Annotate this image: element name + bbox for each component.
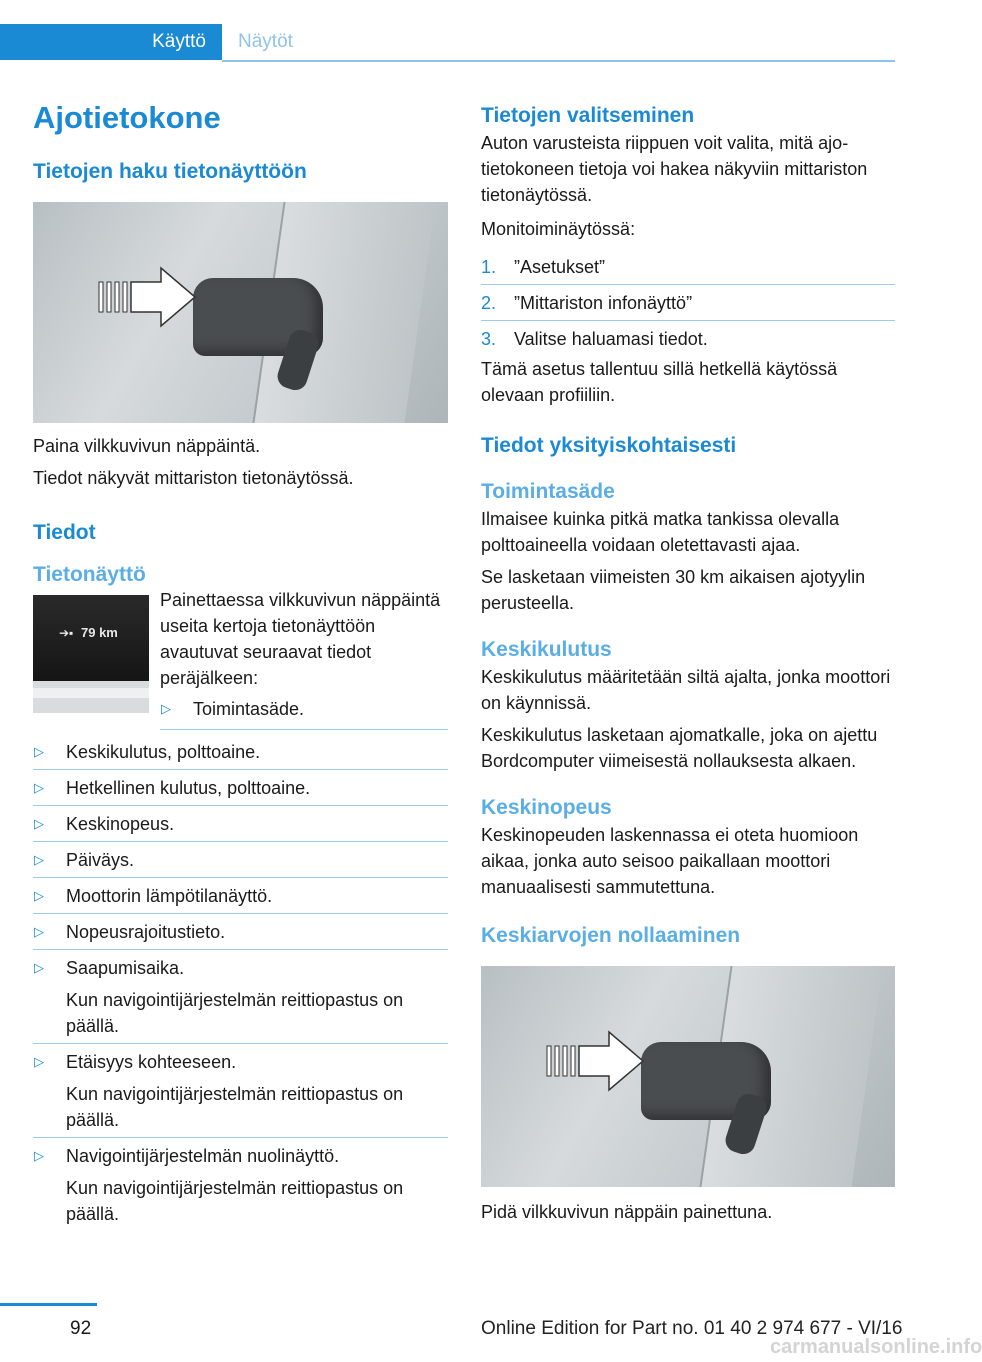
edition-note: Online Edition for Part no. 01 40 2 974 677 - VI/16 [481, 1318, 903, 1339]
list-item-text: ▷ Toimintasäde. [160, 696, 448, 722]
list-item: ▷ Hetkellinen kulutus, polttoaine. [33, 775, 448, 806]
page-title: Ajotietokone [33, 100, 221, 135]
subheading-avg-speed: Keskinopeus [481, 796, 612, 819]
step-item: 2. ”Mittariston infonäyttö” [481, 290, 895, 321]
list-item: ▷ Saapumisaika. Kun navigointijärjestelmän reittiopastus on päällä. [33, 955, 448, 1044]
subheading-reset: Keskiarvojen nollaaminen [481, 924, 741, 947]
list-item: ▷ Keskikulutus, polttoaine. [33, 739, 448, 770]
divider [160, 729, 448, 730]
list-item-note: Kun navigointijärjestelmän reittiopastus on päällä. [66, 1178, 404, 1224]
section-heading-select: Tietojen valitseminen [481, 104, 695, 127]
divider [33, 1137, 448, 1138]
info-display-block [33, 587, 448, 739]
tab-naytot[interactable]: Näytöt [238, 31, 293, 52]
list-item: ▷ Keskinopeus. [33, 811, 448, 842]
step-item: 1. ”Asetukset” [481, 254, 895, 285]
divider [33, 841, 448, 842]
tab-kaytto[interactable]: Käyttö [0, 24, 222, 60]
page-number: 92 [70, 1318, 92, 1339]
list-item [160, 696, 448, 722]
divider [33, 949, 448, 950]
list-item: ▷ Navigointijärjestelmän nuolinäyttö. Kun navigointijärjestelmän reittiopastus on päällä. [33, 1143, 448, 1227]
divider [33, 913, 448, 914]
avg-consumption-text-1: Keskikulutus määritetään siltä ajalta, jonka moottori on käynnissä. [481, 667, 891, 713]
reset-instruction: Pidä vilkkuvivun näppäin painettuna. [481, 1202, 773, 1222]
triangle-bullet-icon: ▷ [34, 1148, 44, 1163]
list-item: ▷ Etäisyys kohteeseen. Kun navigointijärjestelmän reittiopastus on päällä. [33, 1049, 448, 1138]
range-text-2: Se lasketaan viimeisten 30 km aikaisen ajotyylin perusteella. [481, 567, 866, 613]
divider [481, 320, 895, 321]
divider [33, 805, 448, 806]
retrieve-result: Tiedot näkyvät mittariston tietonäytössä. [33, 468, 354, 488]
subheading-range: Toimintasäde [481, 480, 615, 503]
steps-list [481, 254, 895, 352]
retrieve-instruction: Paina vilkkuvivun näppäintä. [33, 436, 261, 456]
avg-consumption-text-2: Keskikulutus lasketaan ajomatkalle, joka on ajettu Bordcomputer viimeisestä nollauksesta alkaen. [481, 725, 878, 771]
range-arrow-icon: ➔▪ [59, 626, 74, 640]
divider [33, 769, 448, 770]
triangle-bullet-icon: ▷ [34, 780, 44, 795]
list-item-note: Kun navigointijärjestelmän reittiopastus on päällä. [66, 990, 404, 1036]
triangle-bullet-icon: ▷ [34, 852, 44, 867]
select-note: Tämä asetus tallentuu sillä hetkellä käytössä olevaan profiiliin. [481, 359, 838, 405]
subheading-info-display: Tietonäyttö [33, 563, 146, 586]
display-readout: 79 km [81, 625, 118, 640]
triangle-bullet-icon: ▷ [34, 888, 44, 903]
triangle-bullet-icon: ▷ [161, 701, 171, 716]
press-arrow-icon [547, 1026, 657, 1096]
display-band [33, 688, 149, 698]
triangle-bullet-icon: ▷ [34, 816, 44, 831]
right-column [481, 100, 895, 1225]
info-display-photo [33, 595, 149, 713]
select-menu-label: Monitoiminäytössä: [481, 219, 636, 239]
section-heading-details: Tiedot yksityiskohtaisesti [481, 434, 737, 457]
turn-signal-lever-photo-2 [481, 966, 895, 1187]
step-item: 3. Valitse haluamasi tiedot. [481, 329, 708, 349]
range-text-1: Ilmaisee kuinka pitkä matka tankissa olevalla polttoaineella voidaan oletettavasti ajaa. [481, 509, 840, 555]
divider [33, 1043, 448, 1044]
info-intro: Painettaessa vilkkuvivun näppäintä useita kertoja tietonäyttöön avautuvat seuraavat tiedot peräjälkeen: [160, 590, 441, 688]
list-item: ▷ Moottorin lämpötilanäyttö. [33, 883, 448, 914]
subheading-avg-consumption: Keskikulutus [481, 638, 612, 661]
section-heading-info: Tiedot [33, 521, 96, 544]
list-item: ▷ Nopeusrajoitustieto. [33, 919, 448, 950]
triangle-bullet-icon: ▷ [34, 1054, 44, 1069]
triangle-bullet-icon: ▷ [34, 744, 44, 759]
chapter-header [0, 24, 895, 62]
turn-signal-lever-photo [33, 202, 448, 423]
triangle-bullet-icon: ▷ [34, 924, 44, 939]
list-item-note: Kun navigointijärjestelmän reittiopastus on päällä. [66, 1084, 404, 1130]
divider [33, 877, 448, 878]
footer-rule [0, 1303, 97, 1306]
press-arrow-icon [99, 262, 209, 332]
header-rule [222, 60, 895, 62]
watermark: carmanualsonline.info [770, 1336, 982, 1358]
section-heading-retrieve: Tietojen haku tietonäyttöön [33, 160, 307, 183]
divider [481, 284, 895, 285]
list-item: ▷ Päiväys. [33, 847, 448, 878]
left-column [33, 150, 448, 1227]
avg-speed-text: Keskinopeuden laskennassa ei oteta huomioon aikaa, jonka auto seisoo paikallaan moottori manuaalisesti sammutettuna. [481, 825, 859, 897]
select-intro: Auton varusteista riippuen voit valita, mitä ajotietokoneen tietoja voi hakea näkyviin mittariston tietonäytössä. [481, 133, 868, 205]
triangle-bullet-icon: ▷ [34, 960, 44, 975]
info-list [33, 739, 448, 1227]
